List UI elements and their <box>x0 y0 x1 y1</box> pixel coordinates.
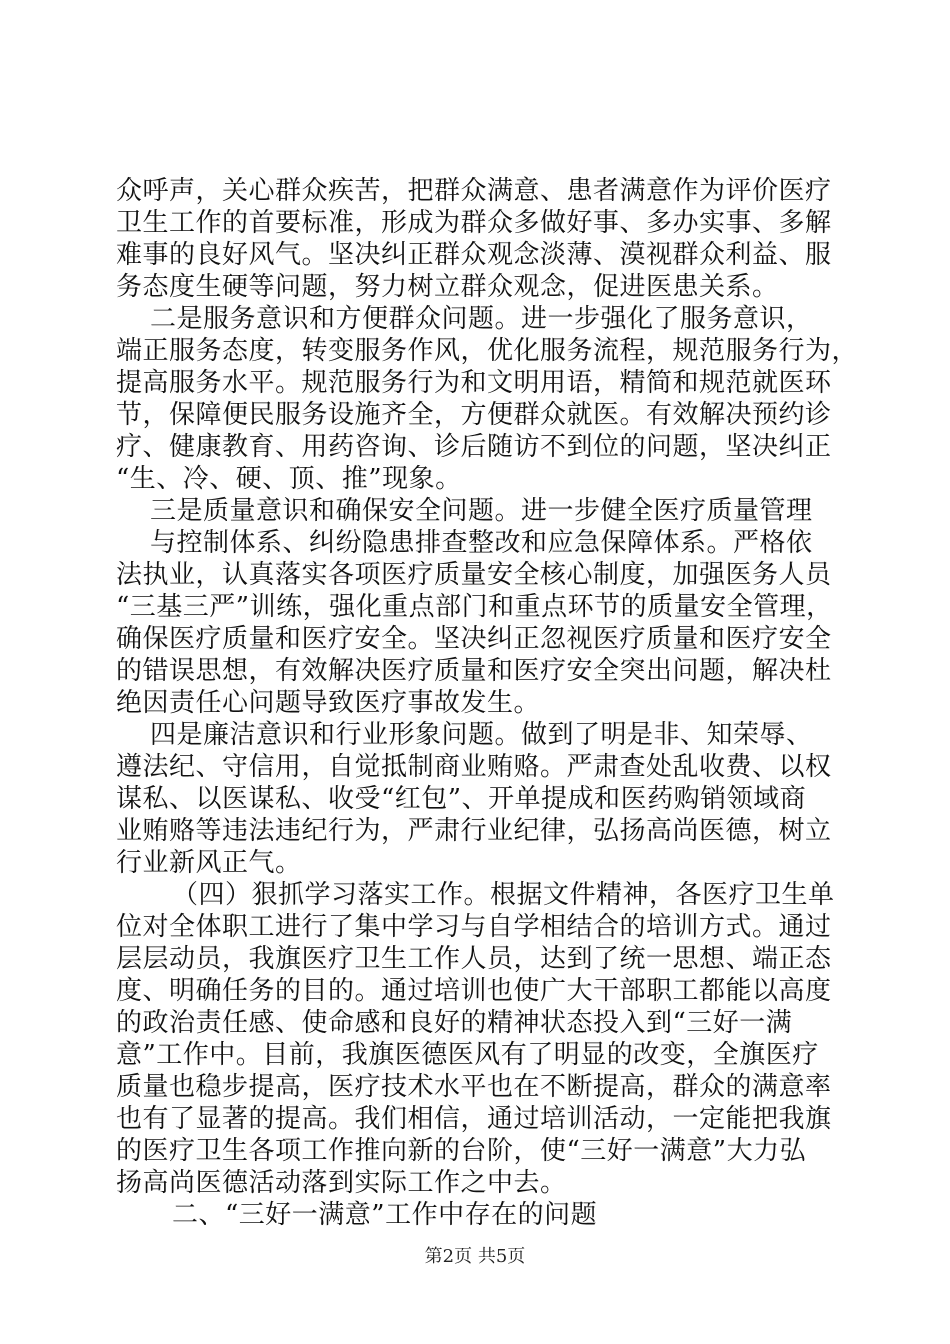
text-line: 位对全体职工进行了集中学习与自学相结合的培训方式。通过 <box>116 912 832 942</box>
text-line: 谋私、以医谋私、收受“红包”、开单提成和医药购销领域商 <box>116 784 807 814</box>
text-line: 端正服务态度，转变服务作风，优化服务流程，规范服务行为， <box>116 336 859 366</box>
text-line: 与控制体系、纠纷隐患排查整改和应急保障体系。严格依 <box>150 528 813 558</box>
text-line: 质量也稳步提高，医疗技术水平也在不断提高，群众的满意率 <box>116 1072 832 1102</box>
text-line: 也有了显著的提高。我们相信，通过培训活动，一定能把我旗 <box>116 1104 832 1134</box>
body-text <box>116 175 859 1231</box>
text-line: 确保医疗质量和医疗安全。坚决纠正忽视医疗质量和医疗安全 <box>116 624 832 654</box>
text-line: 的医疗卫生各项工作推向新的台阶，使“三好一满意”大力弘 <box>116 1136 807 1166</box>
text-line: 层层动员，我旗医疗卫生工作人员，达到了统一思想、端正态 <box>116 944 832 974</box>
text-line: 务态度生硬等问题，努力树立群众观念，促进医患关系。 <box>116 272 779 302</box>
text-line: 难事的良好风气。坚决纠正群众观念淡薄、漠视群众利益、服 <box>116 240 832 270</box>
text-line: 卫生工作的首要标准，形成为群众多做好事、多办实事、多解 <box>116 208 832 238</box>
text-line: 的政治责任感、使命感和良好的精神状态投入到“三好一满 <box>116 1008 793 1038</box>
text-line: 行业新风正气。 <box>116 848 302 878</box>
text-line: “三基三严”训练，强化重点部门和重点环节的质量安全管理， <box>116 592 833 622</box>
text-line: 遵法纪、守信用，自觉抵制商业贿赂。严肃查处乱收费、以权 <box>116 752 832 782</box>
page-number-footer: 第2页 共5页 <box>424 1246 526 1267</box>
paragraph-start-line: 四是廉洁意识和行业形象问题。做到了明是非、知荣辱、 <box>150 720 813 750</box>
paragraph-start-line: 二是服务意识和方便群众问题。进一步强化了服务意识， <box>150 304 813 334</box>
section-heading: 二、“三好一满意”工作中存在的问题 <box>172 1200 598 1230</box>
text-line: 法执业，认真落实各项医疗质量安全核心制度，加强医务人员 <box>116 560 832 590</box>
paragraph-start-line: 三是质量意识和确保安全问题。进一步健全医疗质量管理 <box>150 496 813 526</box>
text-line: 疗、健康教育、用药咨询、诊后随访不到位的问题，坚决纠正 <box>116 432 832 462</box>
text-line: 业贿赂等违法违纪行为，严肃行业纪律，弘扬高尚医德，树立 <box>116 816 832 846</box>
paragraph-start-line: （四）狠抓学习落实工作。根据文件精神，各医疗卫生单 <box>172 880 835 910</box>
text-line: 度、明确任务的目的。通过培训也使广大干部职工都能以高度 <box>116 976 832 1006</box>
text-line: 意”工作中。目前，我旗医德医风有了明显的改变，全旗医疗 <box>116 1040 819 1070</box>
text-line: 众呼声，关心群众疾苦，把群众满意、患者满意作为评价医疗 <box>116 176 832 206</box>
text-line: 绝因责任心问题导致医疗事故发生。 <box>116 688 541 718</box>
text-line: “生、冷、硬、顶、推”现象。 <box>116 464 462 494</box>
text-line: 节，保障便民服务设施齐全，方便群众就医。有效解决预约诊 <box>116 400 832 430</box>
text-line: 的错误思想，有效解决医疗质量和医疗安全突出问题，解决杜 <box>116 656 832 686</box>
text-line: 提高服务水平。规范服务行为和文明用语，精简和规范就医环 <box>116 368 832 398</box>
text-line: 扬高尚医德活动落到实际工作之中去。 <box>116 1168 567 1198</box>
